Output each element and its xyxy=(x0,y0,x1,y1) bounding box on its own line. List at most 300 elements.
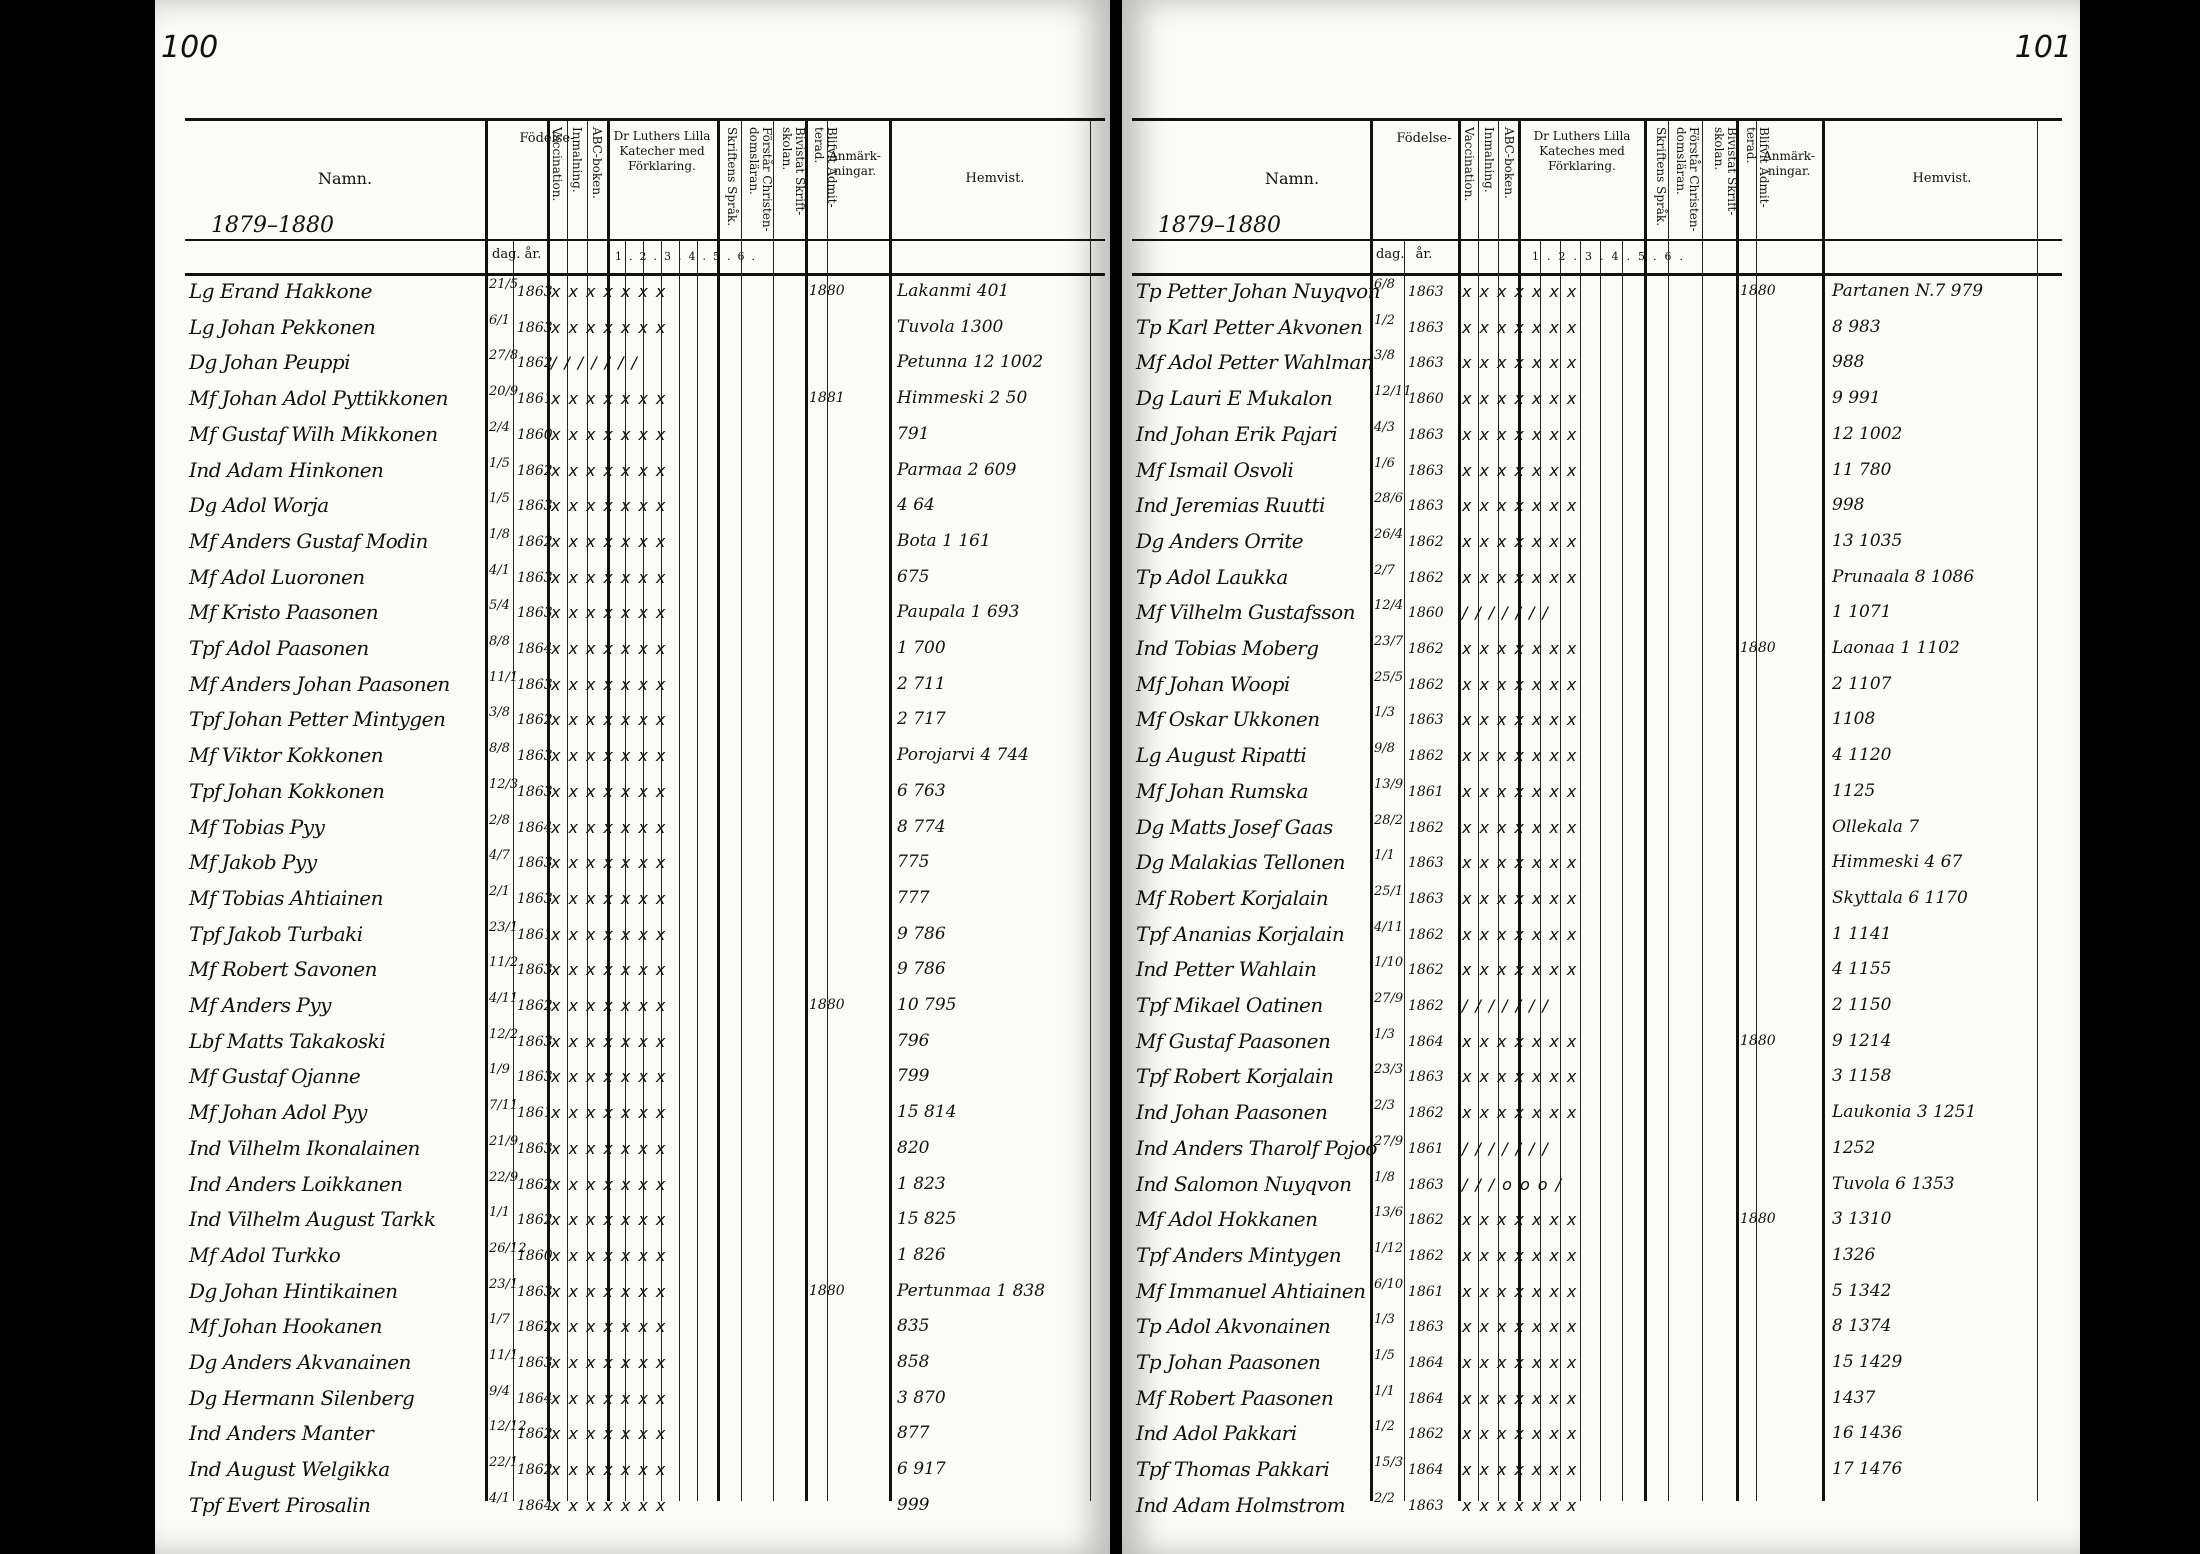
header-blifvit: Blifvit Admit-terad. xyxy=(812,127,839,208)
entry-catechism-marks: /////// xyxy=(551,353,645,373)
entry-hemvist: Parmaa 2 609 xyxy=(897,459,1017,480)
entry-name: Mf Vilhelm Gustafsson xyxy=(1136,600,1355,625)
entry-birth-day: 26/4 xyxy=(1374,526,1404,542)
entry-hemvist: 2 717 xyxy=(897,709,946,730)
entry-hemvist: Tuvola 6 1353 xyxy=(1832,1173,1955,1194)
entry-catechism-marks: xxxxxxx xyxy=(551,996,674,1015)
entry-catechism-marks: xxxxxxx xyxy=(551,710,674,730)
entry-birth-year: 1862 xyxy=(1408,676,1444,693)
entry-birth-year: 1864 xyxy=(517,1390,553,1407)
entry-catechism-marks: xxxxxxx xyxy=(1462,317,1585,337)
entry-catechism-marks: xxxxxxx xyxy=(551,1245,674,1265)
table-row xyxy=(185,918,1105,954)
entry-birth-year: 1863 xyxy=(1408,426,1444,443)
entry-catechism-marks: xxxxxxx xyxy=(1462,1245,1585,1265)
table-row xyxy=(1132,1025,2062,1061)
entry-name: Mf Johan Adol Pyttikkonen xyxy=(189,386,448,411)
entry-hemvist: 1 823 xyxy=(897,1173,946,1194)
entry-birth-year: 1863 xyxy=(1408,890,1444,907)
header-fodelse: Födelse- xyxy=(1396,131,1452,146)
entry-birth-day: 1/10 xyxy=(1374,955,1404,971)
entry-birth-day: 1/5 xyxy=(489,455,510,471)
entry-birth-day: 1/1 xyxy=(489,1205,510,1221)
entry-admitted: 1880 xyxy=(809,1282,845,1299)
header-hemvist: Hemvist. xyxy=(1912,171,1972,186)
entry-name: Ind Salomon Nuyqvon xyxy=(1136,1171,1352,1196)
entry-birth-day: 13/9 xyxy=(1374,776,1404,792)
entry-hemvist: Himmeski 2 50 xyxy=(897,388,1028,409)
table-row xyxy=(1132,311,2062,347)
page-number: 101 xyxy=(2014,30,2072,65)
entry-name: Lg Johan Pekkonen xyxy=(189,314,376,339)
entry-hemvist: Paupala 1 693 xyxy=(897,602,1020,623)
entry-name: Dg Lauri E Mukalon xyxy=(1136,386,1333,411)
table-row xyxy=(185,1489,1105,1525)
table-row xyxy=(1132,454,2062,490)
entry-birth-day: 1/5 xyxy=(489,491,510,507)
entry-catechism-marks: xxxxxxx xyxy=(1462,888,1585,908)
entry-hemvist: 13 1035 xyxy=(1832,530,1903,551)
entry-birth-year: 1862 xyxy=(1408,1426,1444,1443)
table-row xyxy=(185,454,1105,490)
entry-catechism-marks: xxxxxxx xyxy=(1462,1424,1585,1444)
entry-catechism-marks: xxxxxxx xyxy=(1462,924,1585,944)
entry-catechism-marks: xxxxxxx xyxy=(551,1138,674,1158)
entry-name: Dg Adol Worja xyxy=(189,493,329,518)
entry-catechism-marks: xxxxxxx xyxy=(551,1067,674,1087)
entry-hemvist: Pertunmaa 1 838 xyxy=(897,1280,1046,1301)
entry-name: Tpf Johan Petter Mintygen xyxy=(189,707,446,732)
entry-name: Ind Adam Hinkonen xyxy=(189,457,384,482)
entry-hemvist: Petunna 12 1002 xyxy=(897,352,1044,373)
entry-name: Mf Oskar Ukkonen xyxy=(1136,707,1320,732)
entry-birth-day: 25/1 xyxy=(1374,883,1404,899)
table-row xyxy=(185,382,1105,418)
entry-catechism-marks: /////// xyxy=(1462,1138,1556,1158)
entry-birth-year: 1863 xyxy=(517,605,553,622)
entry-name: Tpf Evert Pirosalin xyxy=(189,1492,371,1517)
entry-birth-day: 7/11 xyxy=(489,1098,519,1114)
entry-name: Mf Gustaf Ojanne xyxy=(189,1064,361,1089)
entry-hemvist: 1108 xyxy=(1832,709,1876,730)
header-luther: Dr Luthers Lilla Katecher med Förklaring. xyxy=(613,129,711,173)
entry-birth-year: 1860 xyxy=(1408,605,1444,622)
entry-hemvist: 796 xyxy=(897,1030,930,1051)
entry-catechism-marks: xxxxxxx xyxy=(1462,960,1585,980)
entry-birth-year: 1862 xyxy=(1408,533,1444,550)
entry-catechism-marks: ///ooo/ xyxy=(1462,1174,1569,1194)
header-forstar: Förstår Christen-domsläran. xyxy=(747,127,774,232)
entry-birth-day: 6/8 xyxy=(1374,277,1395,292)
entry-birth-day: 1/5 xyxy=(1374,1348,1395,1363)
entry-hemvist: 11 780 xyxy=(1832,459,1892,480)
table-row xyxy=(1132,1168,2062,1204)
entry-birth-day: 12/2 xyxy=(489,1026,519,1042)
entry-birth-year: 1861 xyxy=(1408,783,1444,800)
entry-admitted: 1880 xyxy=(1740,283,1776,299)
entry-name: Mf Gustaf Wilh Mikkonen xyxy=(189,421,438,446)
entry-birth-year: 1864 xyxy=(517,1497,553,1514)
table-row xyxy=(1132,1203,2062,1239)
entry-catechism-marks: xxxxxxx xyxy=(1462,496,1585,516)
page-number: 100 xyxy=(161,30,219,65)
table-row xyxy=(1132,1096,2062,1132)
table-row xyxy=(1132,953,2062,989)
entry-birth-year: 1862 xyxy=(1408,1247,1444,1264)
entry-catechism-marks: xxxxxxx xyxy=(551,1388,674,1408)
entry-birth-year: 1863 xyxy=(1408,462,1444,479)
header-sections: 1.2.3.4.5.6. xyxy=(1532,250,1691,263)
entry-birth-day: 25/5 xyxy=(1374,669,1404,685)
left-page xyxy=(155,0,1110,1554)
entry-birth-day: 12/12 xyxy=(489,1419,527,1435)
entry-catechism-marks: xxxxxxx xyxy=(551,1174,674,1194)
table-row xyxy=(1132,918,2062,954)
entry-birth-year: 1862 xyxy=(517,1462,553,1479)
entry-name: Mf Tobias Ahtiainen xyxy=(189,885,383,910)
entry-birth-year: 1863 xyxy=(1408,355,1444,372)
table-row xyxy=(1132,632,2062,668)
period-label: 1879–1880 xyxy=(1158,213,1281,238)
entry-birth-year: 1863 xyxy=(517,1033,553,1050)
entry-birth-day: 22/1 xyxy=(489,1455,519,1471)
entry-birth-year: 1862 xyxy=(517,712,553,729)
entry-name: Mf Robert Paasonen xyxy=(1136,1385,1334,1410)
header-bivistat: Bivistat Skrift-skolan. xyxy=(1712,127,1739,216)
entry-birth-day: 6/1 xyxy=(489,312,510,328)
table-row xyxy=(185,418,1105,454)
entry-birth-year: 1863 xyxy=(1408,712,1444,729)
header-vaccination: Vaccination. xyxy=(550,127,564,202)
entry-birth-year: 1860 xyxy=(517,1247,553,1264)
entry-birth-day: 28/2 xyxy=(1374,812,1404,828)
entry-catechism-marks: xxxxxxx xyxy=(1462,1495,1585,1515)
table-row xyxy=(1132,703,2062,739)
entry-name: Dg Matts Josef Gaas xyxy=(1136,814,1333,839)
entry-birth-day: 23/1 xyxy=(489,919,519,935)
header-blifvit: Blifvit Admit-terad. xyxy=(1744,127,1771,208)
entry-birth-year: 1863 xyxy=(517,1355,553,1371)
entry-birth-year: 1862 xyxy=(1408,1212,1444,1229)
entry-birth-year: 1862 xyxy=(517,1426,553,1443)
entry-hemvist: Prunaala 8 1086 xyxy=(1832,566,1975,587)
entry-catechism-marks: xxxxxxx xyxy=(551,1210,674,1230)
entry-birth-year: 1863 xyxy=(517,783,553,800)
header-namn: Namn. xyxy=(1264,169,1320,188)
entry-birth-year: 1862 xyxy=(517,1176,553,1193)
entry-birth-day: 5/4 xyxy=(489,598,510,614)
entry-catechism-marks: xxxxxxx xyxy=(551,317,674,337)
entry-hemvist: 791 xyxy=(897,423,930,444)
entry-name: Mf Gustaf Paasonen xyxy=(1136,1028,1331,1053)
table-row xyxy=(1132,668,2062,704)
entry-name: Dg Anders Akvanainen xyxy=(189,1350,411,1374)
header-anmark: Anmärk-ningar. xyxy=(829,149,881,178)
entry-birth-day: 1/8 xyxy=(1374,1169,1395,1185)
table-row xyxy=(1132,1382,2062,1418)
entry-birth-year: 1864 xyxy=(1408,1390,1444,1407)
entry-birth-day: 23/7 xyxy=(1374,634,1404,649)
entry-name: Ind Vilhelm August Tarkk xyxy=(189,1207,436,1232)
entry-birth-day: 20/9 xyxy=(489,384,519,400)
entry-birth-year: 1860 xyxy=(1408,391,1444,408)
entry-name: Mf Anders Pyy xyxy=(189,993,331,1017)
entry-birth-day: 27/8 xyxy=(489,348,519,364)
entry-hemvist: 9 1214 xyxy=(1832,1030,1892,1051)
entry-birth-year: 1862 xyxy=(517,355,553,372)
table-row xyxy=(185,882,1105,918)
header-dag: dag. xyxy=(1376,247,1405,262)
entry-name: Tpf Ananias Korjalain xyxy=(1136,921,1345,946)
entry-catechism-marks: /////// xyxy=(1462,603,1556,623)
entry-admitted: 1880 xyxy=(809,283,845,299)
table-row xyxy=(185,561,1105,597)
table-row xyxy=(1132,811,2062,847)
header-abc: ABC-boken. xyxy=(590,127,604,199)
entry-birth-day: 1/12 xyxy=(1374,1240,1404,1256)
entry-name: Mf Johan Woopi xyxy=(1136,671,1290,696)
entry-birth-year: 1863 xyxy=(1408,1069,1444,1086)
entry-hemvist: 675 xyxy=(897,566,930,587)
header-anmark: Anmärk-ningar. xyxy=(1763,149,1815,178)
header-dag: dag. xyxy=(492,247,521,262)
entry-birth-year: 1862 xyxy=(517,533,553,550)
entry-catechism-marks: xxxxxxx xyxy=(551,424,674,444)
entry-name: Mf Adol Hokkanen xyxy=(1136,1207,1318,1232)
entry-catechism-marks: xxxxxxx xyxy=(551,389,674,409)
entry-birth-day: 1/9 xyxy=(489,1062,510,1078)
entry-name: Mf Jakob Pyy xyxy=(189,850,317,875)
entry-birth-year: 1864 xyxy=(1408,1033,1444,1050)
entry-name: Tpf Johan Kokkonen xyxy=(189,778,385,803)
entry-birth-year: 1862 xyxy=(1408,1105,1444,1122)
entry-catechism-marks: xxxxxxx xyxy=(1462,1281,1585,1301)
entry-hemvist: 777 xyxy=(897,887,930,908)
entry-name: Mf Johan Hookanen xyxy=(189,1314,383,1339)
entry-name: Ind Jeremias Ruutti xyxy=(1136,493,1325,518)
entry-birth-day: 28/6 xyxy=(1374,491,1404,507)
entry-hemvist: 15 825 xyxy=(897,1209,957,1230)
table-row xyxy=(1132,346,2062,382)
header-bivistat: Bivistat Skrift-skolan. xyxy=(780,127,807,216)
entry-hemvist: 1252 xyxy=(1832,1137,1876,1158)
entry-hemvist: 1 700 xyxy=(897,638,946,658)
entry-birth-day: 1/6 xyxy=(1374,455,1395,471)
entry-birth-year: 1863 xyxy=(517,1283,553,1300)
entry-catechism-marks: xxxxxxx xyxy=(1462,282,1585,301)
entry-name: Ind August Welgikka xyxy=(189,1457,390,1482)
entry-name: Tpf Robert Korjalain xyxy=(1136,1064,1334,1089)
entry-hemvist: 820 xyxy=(897,1137,930,1158)
entry-catechism-marks: xxxxxxx xyxy=(551,888,674,908)
table-row xyxy=(185,596,1105,632)
entry-catechism-marks: xxxxxxx xyxy=(551,1353,674,1372)
entry-hemvist: 8 1374 xyxy=(1832,1316,1892,1337)
entry-birth-day: 2/2 xyxy=(1374,1490,1395,1506)
entry-catechism-marks: xxxxxxx xyxy=(1462,531,1585,551)
entry-birth-day: 27/9 xyxy=(1374,991,1404,1006)
entry-birth-year: 1863 xyxy=(1408,284,1444,300)
table-row xyxy=(185,346,1105,382)
entry-hemvist: Laukonia 3 1251 xyxy=(1832,1102,1977,1123)
entry-hemvist: 9 786 xyxy=(897,923,946,944)
entry-name: Ind Vilhelm Ikonalainen xyxy=(189,1135,420,1160)
entry-name: Ind Adol Pakkari xyxy=(1136,1421,1297,1446)
entry-name: Mf Robert Korjalain xyxy=(1136,885,1329,910)
header-inmalning: Inmalning. xyxy=(1482,127,1496,193)
entry-birth-day: 4/7 xyxy=(489,848,510,864)
entry-hemvist: 8 774 xyxy=(897,816,946,837)
entry-birth-day: 3/8 xyxy=(489,705,510,721)
table-row xyxy=(185,739,1105,775)
entry-catechism-marks: xxxxxxx xyxy=(1462,1353,1585,1372)
entry-hemvist: 799 xyxy=(897,1066,930,1087)
right-page xyxy=(1122,0,2080,1554)
table-row xyxy=(185,275,1105,311)
table-header xyxy=(1132,121,2062,241)
entry-name: Mf Adol Turkko xyxy=(189,1242,341,1267)
entry-catechism-marks: xxxxxxx xyxy=(551,1424,674,1444)
entry-birth-day: 9/4 xyxy=(489,1383,510,1399)
entry-catechism-marks: xxxxxxx xyxy=(1462,746,1585,766)
entry-name: Tpf Adol Paasonen xyxy=(189,636,369,660)
table-row xyxy=(1132,882,2062,918)
entry-name: Ind Anders Tharolf Pojoo xyxy=(1136,1135,1377,1160)
entry-birth-year: 1862 xyxy=(1408,748,1444,765)
entry-catechism-marks: xxxxxxx xyxy=(551,746,674,766)
entry-birth-year: 1863 xyxy=(517,855,553,872)
entry-hemvist: 998 xyxy=(1832,495,1865,516)
entry-catechism-marks: xxxxxxx xyxy=(1462,567,1585,587)
table-row xyxy=(1132,382,2062,418)
table-row xyxy=(185,846,1105,882)
entry-hemvist: 4 1120 xyxy=(1832,745,1892,766)
entry-birth-year: 1863 xyxy=(517,319,553,336)
entry-admitted: 1881 xyxy=(809,390,845,407)
entry-birth-year: 1862 xyxy=(517,462,553,479)
entry-name: Ind Anders Loikkanen xyxy=(189,1171,403,1196)
table-row xyxy=(1132,739,2062,775)
entry-birth-day: 2/7 xyxy=(1374,562,1395,578)
entry-catechism-marks: xxxxxxx xyxy=(551,1460,674,1480)
entry-birth-day: 8/8 xyxy=(489,634,510,649)
entry-birth-year: 1863 xyxy=(517,748,553,765)
entry-hemvist: 4 64 xyxy=(897,495,935,516)
entry-hemvist: 775 xyxy=(897,852,930,873)
entry-admitted: 1880 xyxy=(1740,1032,1776,1049)
table-row xyxy=(1132,1310,2062,1346)
table-row xyxy=(1132,275,2062,311)
entry-hemvist: 1125 xyxy=(1832,780,1876,801)
entry-catechism-marks: xxxxxxx xyxy=(1462,1031,1585,1051)
entry-name: Mf Robert Savonen xyxy=(189,957,377,982)
entry-birth-year: 1862 xyxy=(1408,819,1444,836)
entry-hemvist: Skyttala 6 1170 xyxy=(1832,887,1968,908)
entry-birth-day: 12/11 xyxy=(1374,384,1412,400)
entry-birth-day: 11/1 xyxy=(489,669,519,685)
table-row xyxy=(1132,1275,2062,1311)
entry-catechism-marks: xxxxxxx xyxy=(551,960,674,980)
header-skriftens: Skriftens Språk. xyxy=(725,127,739,227)
entry-name: Ind Anders Manter xyxy=(189,1421,374,1446)
entry-catechism-marks: xxxxxxx xyxy=(1462,1388,1585,1408)
table-row xyxy=(185,525,1105,561)
header-fodelse: Födelse- xyxy=(519,131,575,146)
entry-birth-year: 1863 xyxy=(1408,855,1444,872)
entry-catechism-marks: xxxxxxx xyxy=(551,1281,674,1301)
entry-name: Tp Petter Johan Nuyqvon xyxy=(1136,279,1381,303)
entry-admitted: 1880 xyxy=(809,997,845,1013)
entry-birth-day: 3/8 xyxy=(1374,348,1395,364)
table-row xyxy=(185,1203,1105,1239)
entry-birth-day: 4/1 xyxy=(489,1490,510,1506)
entry-birth-day: 27/9 xyxy=(1374,1133,1404,1149)
table-row xyxy=(185,703,1105,739)
entry-name: Dg Anders Orrite xyxy=(1136,528,1304,553)
entry-name: Mf Tobias Pyy xyxy=(189,814,325,839)
header-skriftens: Skriftens Språk. xyxy=(1654,127,1668,227)
entry-hemvist: 999 xyxy=(897,1494,930,1515)
entry-birth-day: 12/4 xyxy=(1374,598,1404,614)
entry-birth-day: 9/8 xyxy=(1374,741,1395,757)
entry-birth-day: 1/3 xyxy=(1374,1026,1395,1042)
register-table xyxy=(1132,118,2062,1517)
entry-hemvist: 1326 xyxy=(1832,1244,1876,1265)
entry-catechism-marks: xxxxxxx xyxy=(1462,710,1585,730)
entry-birth-year: 1862 xyxy=(517,998,553,1014)
table-row xyxy=(1132,418,2062,454)
entry-name: Tp Karl Petter Akvonen xyxy=(1136,314,1363,339)
entry-birth-year: 1863 xyxy=(1408,319,1444,336)
entry-birth-day: 23/3 xyxy=(1374,1062,1404,1078)
entry-name: Lg August Ripatti xyxy=(1136,743,1307,768)
entry-hemvist: 15 814 xyxy=(897,1102,957,1123)
entry-catechism-marks: xxxxxxx xyxy=(1462,460,1585,480)
entry-birth-year: 1860 xyxy=(517,426,553,443)
entry-name: Ind Johan Erik Pajari xyxy=(1136,421,1338,446)
entry-name: Tp Adol Laukka xyxy=(1136,564,1288,589)
entry-name: Mf Johan Adol Pyy xyxy=(189,1100,367,1125)
entry-birth-day: 2/8 xyxy=(489,812,510,828)
entry-birth-year: 1862 xyxy=(517,1319,553,1336)
entry-birth-year: 1863 xyxy=(1408,1176,1444,1193)
entry-catechism-marks: xxxxxxx xyxy=(551,282,674,301)
entry-name: Mf Johan Rumska xyxy=(1136,778,1309,803)
entry-birth-day: 1/1 xyxy=(1374,1383,1395,1399)
entry-catechism-marks: xxxxxxx xyxy=(551,567,674,587)
header-luther: Dr Luthers Lilla Kateches med Förklaring. xyxy=(1533,129,1631,173)
entry-catechism-marks: xxxxxxx xyxy=(1462,1210,1585,1230)
entry-birth-year: 1861 xyxy=(517,926,553,943)
table-row xyxy=(185,1096,1105,1132)
entry-name: Tpf Anders Mintygen xyxy=(1136,1242,1342,1267)
entry-birth-day: 4/3 xyxy=(1374,419,1395,435)
entry-catechism-marks: xxxxxxx xyxy=(1462,1103,1585,1123)
entry-birth-year: 1863 xyxy=(517,676,553,693)
entry-catechism-marks: xxxxxxx xyxy=(551,853,674,873)
table-row xyxy=(185,489,1105,525)
header-abc: ABC-boken. xyxy=(1502,127,1516,199)
entry-birth-day: 1/3 xyxy=(1374,1312,1395,1328)
entry-birth-year: 1861 xyxy=(1408,1140,1444,1157)
entry-name: Tp Johan Paasonen xyxy=(1136,1350,1321,1374)
header-ar: år. xyxy=(524,247,542,262)
entry-birth-day: 2/4 xyxy=(489,419,510,435)
table-row xyxy=(1132,989,2062,1025)
entry-catechism-marks: xxxxxxx xyxy=(1462,853,1585,873)
table-row xyxy=(185,1346,1105,1382)
entry-catechism-marks: xxxxxxx xyxy=(551,531,674,551)
